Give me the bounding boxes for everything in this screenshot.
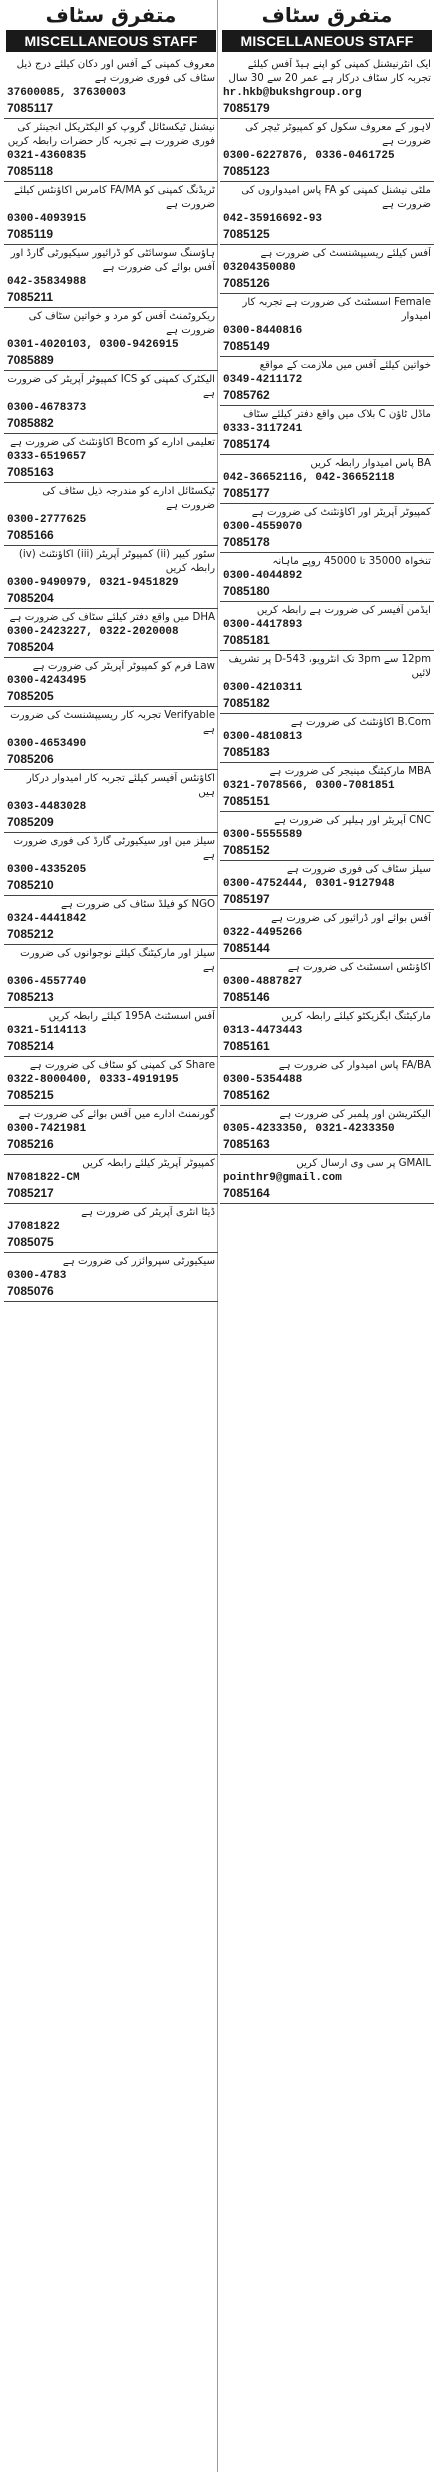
ad-text: معروف کمپنی کے آفس اور دکان کیلئے درج ذیل سٹاف کی فوری ضرورت ہے xyxy=(16,59,215,84)
classified-ad xyxy=(220,504,434,553)
ad-reference-number: 7085166 xyxy=(7,528,54,542)
ad-text: ایک انٹرنیشنل کمپنی کو اپنے ہیڈ آفس کیلئے تجربہ کار سٹاف درکار ہے عمر 20 سے 30 سال xyxy=(228,59,431,84)
ad-contact: 0349-4211172 xyxy=(223,374,303,386)
ad-reference-number: 7085174 xyxy=(223,437,270,451)
ad-contact: 0324-4441842 xyxy=(7,913,87,925)
ad-contact: 0300-4210311 xyxy=(223,682,303,694)
ad-text: Share کی کمپنی کو سٹاف کی ضرورت ہے xyxy=(29,1060,215,1071)
ad-reference-number: 7085117 xyxy=(7,101,54,115)
ad-reference-number: 7085149 xyxy=(223,339,270,353)
ad-text: تنخواہ 35000 تا 45000 روپے ماہانہ xyxy=(272,556,431,567)
classified-ad xyxy=(220,455,434,504)
classified-ad xyxy=(4,182,218,245)
ad-text: Female اسسٹنٹ کی ضرورت ہے تجربہ کار امیدوار xyxy=(242,297,431,322)
ad-reference-number: 7085126 xyxy=(223,276,270,290)
ad-contact: 0313-4473443 xyxy=(223,1025,303,1037)
classified-ad xyxy=(220,763,434,812)
classified-ad xyxy=(4,119,218,182)
ad-text: الیکٹرک کمپنی کو ICS کمپیوٹر آپریٹر کی ضرورت ہے xyxy=(7,374,215,399)
ad-reference-number: 7085889 xyxy=(7,353,54,367)
ad-contact: 0300-4783 xyxy=(7,1270,67,1282)
ad-contact: 03204350080 xyxy=(223,262,296,274)
ad-contact: 0321-5114113 xyxy=(7,1025,87,1037)
left-header-english: MISCELLANEOUS STAFF xyxy=(6,30,216,52)
classified-ad xyxy=(4,245,218,308)
ad-contact: 0300-2777625 xyxy=(7,514,87,526)
classified-ad xyxy=(220,553,434,602)
ad-contact: 37600085, 37630003 xyxy=(7,87,126,99)
ad-text: ڈیٹا انٹری آپریٹر کی ضرورت ہے xyxy=(81,1207,215,1218)
ad-contact: 0300-7421981 xyxy=(7,1123,87,1135)
ad-reference-number: 7085076 xyxy=(7,1284,54,1298)
ad-contact: 0300-4752444, 0301-9127948 xyxy=(223,878,395,890)
ad-reference-number: 7085182 xyxy=(223,696,270,710)
ad-text: گورنمنٹ ادارے میں آفس بوائے کی ضرورت ہے xyxy=(18,1109,215,1120)
classified-ad xyxy=(220,861,434,910)
ad-reference-number: 7085152 xyxy=(223,843,270,857)
classified-ad xyxy=(4,1008,218,1057)
ad-contact: 0300-4653490 xyxy=(7,738,87,750)
classified-ad xyxy=(220,959,434,1008)
ad-reference-number: 7085217 xyxy=(7,1186,54,1200)
ad-contact: 0300-6227876, 0336-0461725 xyxy=(223,150,395,162)
ad-contact: 0321-4360835 xyxy=(7,150,87,162)
right-column xyxy=(220,0,434,2472)
ad-contact: 0300-4887827 xyxy=(223,976,303,988)
ad-text: اکاؤنٹس آفیسر کیلئے تجربہ کار امیدوار درکار ہیں xyxy=(26,773,215,798)
ad-text: آفس کیلئے ریسیپشنسٹ کی ضرورت ہے xyxy=(260,248,431,259)
ad-reference-number: 7085214 xyxy=(7,1039,54,1053)
classified-ad xyxy=(4,896,218,945)
ad-contact: hr.hkb@bukshgroup.org xyxy=(223,87,362,99)
ad-reference-number: 7085204 xyxy=(7,640,54,654)
ad-text: GMAIL پر سی وی ارسال کریں xyxy=(296,1158,431,1169)
classified-ad xyxy=(4,770,218,833)
ad-reference-number: 7085151 xyxy=(223,794,270,808)
classified-ad xyxy=(4,833,218,896)
classified-ad xyxy=(220,602,434,651)
ad-text: کمپیوٹر آپریٹر اور اکاؤنٹنٹ کی ضرورت ہے xyxy=(251,507,431,518)
classified-ad xyxy=(220,812,434,861)
ad-reference-number: 7085204 xyxy=(7,591,54,605)
ad-reference-number: 7085144 xyxy=(223,941,270,955)
ad-text: BA پاس امیدوار رابطہ کریں xyxy=(310,458,431,469)
ad-reference-number: 7085212 xyxy=(7,927,54,941)
classified-ad xyxy=(220,910,434,959)
ad-contact: 0322-8000400, 0333-4919195 xyxy=(7,1074,179,1086)
ad-reference-number: 7085161 xyxy=(223,1039,270,1053)
ad-contact: J7081822 xyxy=(7,1221,60,1233)
ad-reference-number: 7085177 xyxy=(223,486,270,500)
classified-ad xyxy=(4,308,218,371)
ad-reference-number: 7085215 xyxy=(7,1088,54,1102)
classified-ad xyxy=(4,371,218,434)
ad-contact: 0300-4559070 xyxy=(223,521,303,533)
right-header-urdu: متفرق سٹاف xyxy=(261,3,393,27)
classified-ad xyxy=(220,245,434,294)
ad-contact: 0300-4093915 xyxy=(7,213,87,225)
classified-ad xyxy=(220,1008,434,1057)
ad-text: سیلز اور مارکیٹنگ کیلئے نوجوانوں کی ضرورت ہے xyxy=(20,948,215,973)
ad-reference-number: 7085183 xyxy=(223,745,270,759)
ad-reference-number: 7085119 xyxy=(7,227,54,241)
ad-text: ہاؤسنگ سوسائٹی کو ڈرائیور سیکیورٹی گارڈ اور آفس بوائے کی ضرورت ہے xyxy=(10,248,215,273)
ad-contact: 0322-4495266 xyxy=(223,927,303,939)
ad-contact: 0333-6519657 xyxy=(7,451,87,463)
classified-ad xyxy=(4,1057,218,1106)
classified-ad xyxy=(220,1155,434,1204)
ad-contact: 0300-5555589 xyxy=(223,829,303,841)
ad-text: کمپیوٹر آپریٹر کیلئے رابطہ کریں xyxy=(82,1158,215,1169)
classified-ad xyxy=(220,1057,434,1106)
ad-contact: 0300-8440816 xyxy=(223,325,303,337)
ad-text: MBA مارکیٹنگ مینیجر کی ضرورت ہے xyxy=(269,766,431,777)
ad-reference-number: 7085210 xyxy=(7,878,54,892)
ad-text: سیلز مین اور سیکیورٹی گارڈ کی فوری ضرورت ہے xyxy=(13,836,215,861)
ad-contact: 0300-4335205 xyxy=(7,864,87,876)
ad-text: ماڈل ٹاؤن C بلاک میں واقع دفتر کیلئے سٹاف xyxy=(243,409,431,420)
ad-text: نیشنل ٹیکسٹائل گروپ کو الیکٹریکل انجینئر کی فوری ضرورت ہے تجربہ کار حضرات رابطہ کریں xyxy=(7,122,215,147)
ad-reference-number: 7085197 xyxy=(223,892,270,906)
ad-contact: 0303-4483028 xyxy=(7,801,87,813)
left-column xyxy=(4,0,218,2472)
ad-reference-number: 7085206 xyxy=(7,752,54,766)
ad-text: Law فرم کو کمپیوٹر آپریٹر کی ضرورت ہے xyxy=(32,661,215,672)
ad-contact: 0300-4044892 xyxy=(223,570,303,582)
classified-ad xyxy=(4,1204,218,1253)
ad-contact: 0305-4233350, 0321-4233350 xyxy=(223,1123,395,1135)
classified-ad xyxy=(4,1106,218,1155)
classified-ad xyxy=(4,56,218,119)
ad-contact: 0300-4678373 xyxy=(7,402,87,414)
ad-contact: 0301-4020103, 0300-9426915 xyxy=(7,339,179,351)
ad-text: تعلیمی ادارے کو Bcom اکاؤنٹنٹ کی ضرورت ہے xyxy=(10,437,215,448)
classified-ad xyxy=(4,609,218,658)
ad-reference-number: 7085882 xyxy=(7,416,54,430)
ad-text: اکاؤنٹس اسسٹنٹ کی ضرورت ہے xyxy=(287,962,431,973)
ad-contact: N7081822-CM xyxy=(7,1172,80,1184)
ad-contact: 042-36652116, 042-36652118 xyxy=(223,472,395,484)
ad-reference-number: 7085205 xyxy=(7,689,54,703)
ad-text: 12pm سے 3pm تک انٹرویو، 543-D پر تشریف لائیں xyxy=(228,654,431,679)
classified-ad xyxy=(4,483,218,546)
ad-text: Verifyable تجربہ کار ریسیپشنسٹ کی ضرورت ہے xyxy=(10,710,215,735)
ad-reference-number: 7085162 xyxy=(223,1088,270,1102)
ad-reference-number: 7085146 xyxy=(223,990,270,1004)
left-ads-list xyxy=(4,56,218,1302)
classified-ad xyxy=(220,406,434,455)
ad-contact: 0300-5354488 xyxy=(223,1074,303,1086)
ad-reference-number: 7085118 xyxy=(7,164,54,178)
classified-ad xyxy=(4,707,218,770)
classified-ad xyxy=(220,294,434,357)
ad-reference-number: 7085163 xyxy=(223,1137,270,1151)
ad-reference-number: 7085179 xyxy=(223,101,270,115)
ad-contact: 0300-4243495 xyxy=(7,675,87,687)
ad-contact: 042-35834988 xyxy=(7,276,87,288)
ad-text: الیکٹریشن اور پلمبر کی ضرورت ہے xyxy=(279,1109,431,1120)
classified-ad xyxy=(220,1106,434,1155)
ad-contact: 042-35916692-93 xyxy=(223,213,323,225)
right-header-english: MISCELLANEOUS STAFF xyxy=(222,30,432,52)
ad-reference-number: 7085075 xyxy=(7,1235,54,1249)
classified-ad xyxy=(4,945,218,1008)
ad-text: آفس اسسٹنٹ 195A کیلئے رابطہ کریں xyxy=(48,1011,215,1022)
ad-contact: 0306-4557740 xyxy=(7,976,87,988)
ad-text: خواتین کیلئے آفس میں ملازمت کے مواقع xyxy=(259,360,431,371)
ad-text: مارکیٹنگ ایگزیکٹو کیلئے رابطہ کریں xyxy=(281,1011,431,1022)
ad-contact: 0333-3117241 xyxy=(223,423,303,435)
ad-reference-number: 7085178 xyxy=(223,535,270,549)
classified-ad xyxy=(220,56,434,119)
classified-ad xyxy=(4,1253,218,1302)
ad-text: CNC آپریٹر اور ہیلپر کی ضرورت ہے xyxy=(274,815,431,826)
ad-text: سیکیورٹی سپروائزر کی ضرورت ہے xyxy=(62,1256,215,1267)
classified-ad xyxy=(220,651,434,714)
ad-reference-number: 7085211 xyxy=(7,290,54,304)
ad-reference-number: 7085163 xyxy=(7,465,54,479)
ad-contact: pointhr9@gmail.com xyxy=(223,1172,342,1184)
ad-contact: 0321-7078566, 0300-7081851 xyxy=(223,780,395,792)
ad-text: لاہور کے معروف سکول کو کمپیوٹر ٹیچر کی ضرورت ہے xyxy=(245,122,431,147)
ad-reference-number: 7085180 xyxy=(223,584,270,598)
ad-text: FA/BA پاس امیدوار کی ضرورت ہے xyxy=(278,1060,431,1071)
classified-ad xyxy=(4,658,218,707)
classified-ad xyxy=(4,546,218,609)
classified-ad xyxy=(220,357,434,406)
ad-contact: 0300-4810813 xyxy=(223,731,303,743)
ad-text: ٹیکسٹائل ادارے کو مندرجہ ذیل سٹاف کی ضرورت ہے xyxy=(42,486,215,511)
ad-text: آفس بوائے اور ڈرائیور کی ضرورت ہے xyxy=(271,913,431,924)
ad-text: ایڈمن آفیسر کی ضرورت ہے رابطہ کریں xyxy=(256,605,431,616)
ad-reference-number: 7085216 xyxy=(7,1137,54,1151)
ad-text: سٹور کیپر (ii) کمپیوٹر آپریٹر (iii) اکاؤنٹنٹ (iv) رابطہ کریں xyxy=(18,549,215,574)
ad-text: NGO کو فیلڈ سٹاف کی ضرورت ہے xyxy=(60,899,215,910)
ad-reference-number: 7085209 xyxy=(7,815,54,829)
ad-reference-number: 7085125 xyxy=(223,227,270,241)
ad-reference-number: 7085762 xyxy=(223,388,270,402)
ad-reference-number: 7085213 xyxy=(7,990,54,1004)
ad-text: سیلز سٹاف کی فوری ضرورت ہے xyxy=(286,864,431,875)
ad-text: ریکروٹمنٹ آفس کو مرد و خواتین سٹاف کی ضرورت ہے xyxy=(28,311,215,336)
ad-text: ٹریڈنگ کمپنی کو FA/MA کامرس اکاؤنٹس کیلئے ضرورت ہے xyxy=(13,185,215,210)
ad-text: B.Com اکاؤنٹنٹ کی ضرورت ہے xyxy=(290,717,431,728)
classified-ad xyxy=(4,1155,218,1204)
ad-reference-number: 7085123 xyxy=(223,164,270,178)
ad-reference-number: 7085164 xyxy=(223,1186,270,1200)
classified-ad xyxy=(4,434,218,483)
ad-text: ملٹی نیشنل کمپنی کو FA پاس امیدواروں کی ضرورت ہے xyxy=(241,185,431,210)
ad-contact: 0300-2423227, 0322-2020008 xyxy=(7,626,179,638)
ad-contact: 0300-9490979, 0321-9451829 xyxy=(7,577,179,589)
ad-text: DHA میں واقع دفتر کیلئے سٹاف کی ضرورت ہے xyxy=(9,612,215,623)
right-ads-list xyxy=(220,56,434,1204)
left-header-urdu: متفرق سٹاف xyxy=(45,3,177,27)
ad-reference-number: 7085181 xyxy=(223,633,270,647)
classified-ad xyxy=(220,182,434,245)
ad-contact: 0300-4417893 xyxy=(223,619,303,631)
classified-ad xyxy=(220,714,434,763)
classified-ad xyxy=(220,119,434,182)
